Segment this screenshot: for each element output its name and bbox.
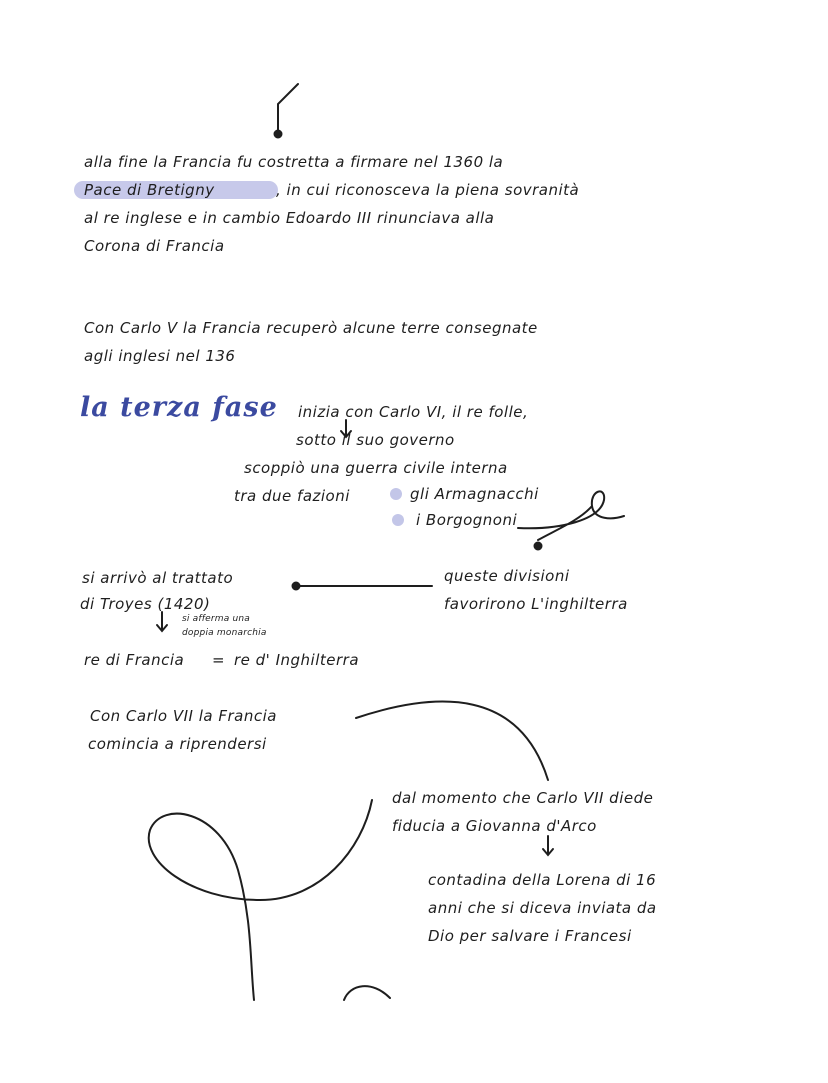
bottom-arc: [344, 986, 390, 1000]
block5-line1: Con Carlo VII la Francia: [90, 707, 277, 725]
block5-desc2: anni che si diceva inviata da: [428, 899, 657, 917]
equation-sign: =: [212, 651, 226, 669]
top-arrow-head: [275, 131, 282, 138]
block5-right1: dal momento che Carlo VII diede: [392, 789, 654, 807]
equation-left: re di Francia: [84, 651, 185, 669]
big-loop: [149, 800, 372, 1000]
equation-right: re d' Inghilterra: [234, 651, 360, 669]
block2-line2: agli inglesi nel 136: [84, 347, 236, 365]
highlighted-term: Pace di Bretigny: [84, 181, 215, 199]
faction-1: gli Armagnacchi: [410, 485, 539, 503]
block1-line2-rest: , in cui riconosceva la piena sovranità: [276, 181, 580, 199]
block3-line2: sotto il suo governo: [296, 431, 455, 449]
block4-right1: queste divisioni: [444, 567, 570, 585]
block5-desc1: contadina della Lorena di 16: [428, 871, 657, 889]
faction-2: i Borgognoni: [416, 511, 518, 529]
carlo-vii-curve: [356, 702, 548, 780]
block1-line3: al re inglese e in cambio Edoardo III rinunciava alla: [84, 209, 495, 227]
block5-right2: fiducia a Giovanna d'Arco: [392, 817, 597, 835]
faction-curl-head: [535, 543, 542, 550]
block2-line1: Con Carlo V la Francia recuperò alcune terre consegnate: [84, 319, 538, 337]
bullet-dot: [390, 488, 402, 500]
block1-line4: Corona di Francia: [84, 237, 225, 255]
block4-left1: si arrivò al trattato: [82, 569, 234, 587]
block1-line1: alla fine la Francia fu costretta a firmare nel 1360 la: [84, 153, 504, 171]
block4-left2: di Troyes (1420): [80, 595, 211, 613]
note-line2: doppia monarchia: [182, 628, 267, 638]
note-line1: si afferma una: [182, 614, 251, 624]
block4-right2: favorirono L'inghilterra: [444, 595, 628, 613]
giovanna-arrow: [543, 836, 553, 855]
section-title: la terza fase: [80, 392, 278, 423]
block5-desc3: Dio per salvare i Francesi: [428, 927, 632, 945]
block5-line2: comincia a riprendersi: [88, 735, 267, 753]
troyes-arrow: [157, 612, 167, 631]
block3-line3: scoppiò una guerra civile interna: [244, 459, 508, 477]
divisioni-arrow-head: [293, 583, 300, 590]
bullet-dot: [392, 514, 404, 526]
top-arrow-line: [278, 84, 298, 132]
block3-line1: inizia con Carlo VI, il re folle,: [298, 403, 529, 421]
block3-line4: tra due fazioni: [234, 487, 350, 505]
